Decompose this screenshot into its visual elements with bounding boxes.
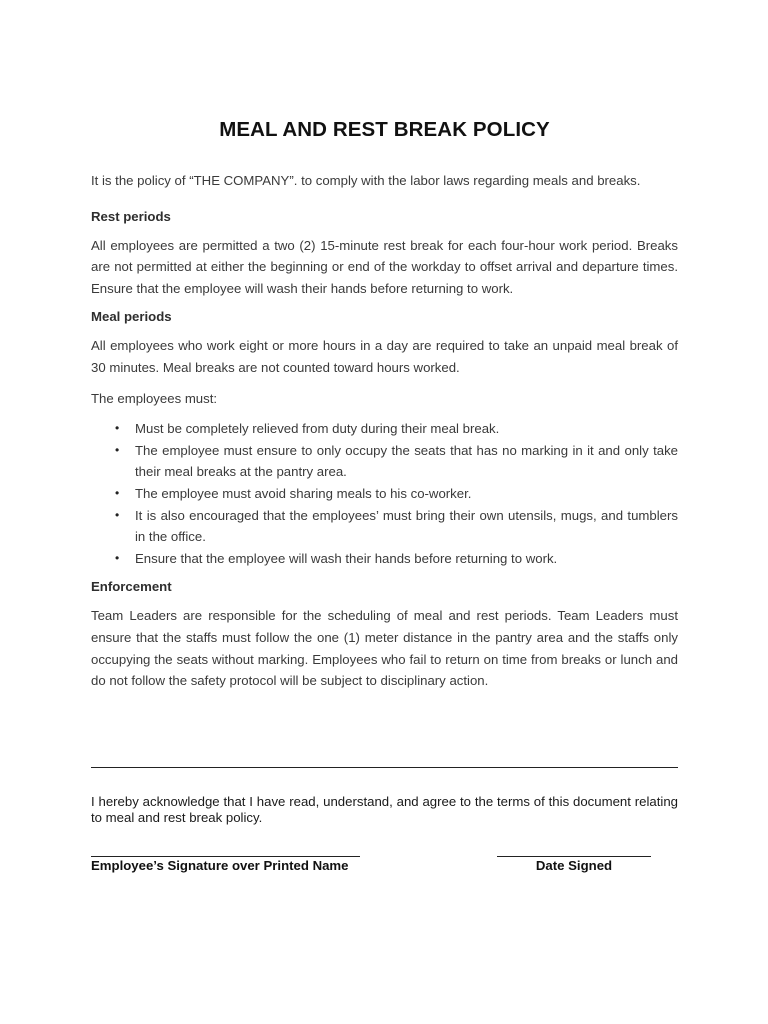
bullet-icon: • (115, 442, 120, 457)
rest-periods-paragraph: All employees are permitted a two (2) 15-minute rest break for each four-hour work period. Breaks are not permitted at either the beginning or end of the workday to offset arrival and departure times. Ensure that the employee will wash their hands before returning to work. (91, 237, 678, 296)
bullet-icon: • (115, 485, 120, 500)
meal-periods-heading: Meal periods (91, 309, 172, 325)
date-signed-line (497, 856, 651, 857)
list-item (91, 418, 678, 440)
employee-signature-label: Employee’s Signature over Printed Name (91, 858, 349, 873)
enforcement-paragraph: Team Leaders are responsible for the scheduling of meal and rest periods. Team Leaders must ensure that the staffs must follow the one (1) meter distance in the pantry area and the staffs only occupying the seats without marking. Employees who fail to return on time from breaks or lunch and do not follow the safety protocol will be subject to disciplinary action. (91, 608, 678, 689)
list-item (91, 440, 678, 483)
bullet-icon: • (115, 550, 120, 565)
employee-signature-line (91, 856, 360, 857)
rest-periods-heading: Rest periods (91, 208, 171, 224)
bullet-icon: • (115, 507, 120, 522)
list-item-text: The employee must avoid sharing meals to his co-worker. (135, 485, 472, 501)
list-item-text: Ensure that the employee will wash their hands before returning to work. (135, 550, 558, 566)
section-divider (91, 767, 678, 768)
meal-rules-list (91, 418, 678, 569)
list-item-text: The employee must ensure to only occupy the seats that has no marking in it and only take their meal breaks at the pantry area. (135, 442, 678, 480)
document-title: MEAL AND REST BREAK POLICY (219, 118, 550, 141)
date-signed-label: Date Signed (535, 858, 613, 873)
policy-content (91, 118, 678, 701)
list-item-text: It is also encouraged that the employees’ must bring their own utensils, mugs, and tumblers in the office. (135, 507, 678, 545)
intro-paragraph: It is the policy of “THE COMPANY”. to comply with the labor laws regarding meals and breaks. (91, 173, 641, 188)
list-item (91, 483, 678, 505)
list-item (91, 505, 678, 548)
acknowledgement-text: I hereby acknowledge that I have read, understand, and agree to the terms of this document relating to meal and rest break policy. (91, 794, 678, 825)
employees-must-intro: The employees must: (91, 390, 218, 406)
enforcement-heading: Enforcement (91, 579, 172, 595)
meal-periods-paragraph: All employees who work eight or more hours in a day are required to take an unpaid meal break of 30 minutes. Meal breaks are not counted toward hours worked. (91, 338, 678, 375)
list-item (91, 548, 678, 570)
bullet-icon: • (115, 421, 120, 436)
list-item-text: Must be completely relieved from duty during their meal break. (135, 421, 500, 437)
